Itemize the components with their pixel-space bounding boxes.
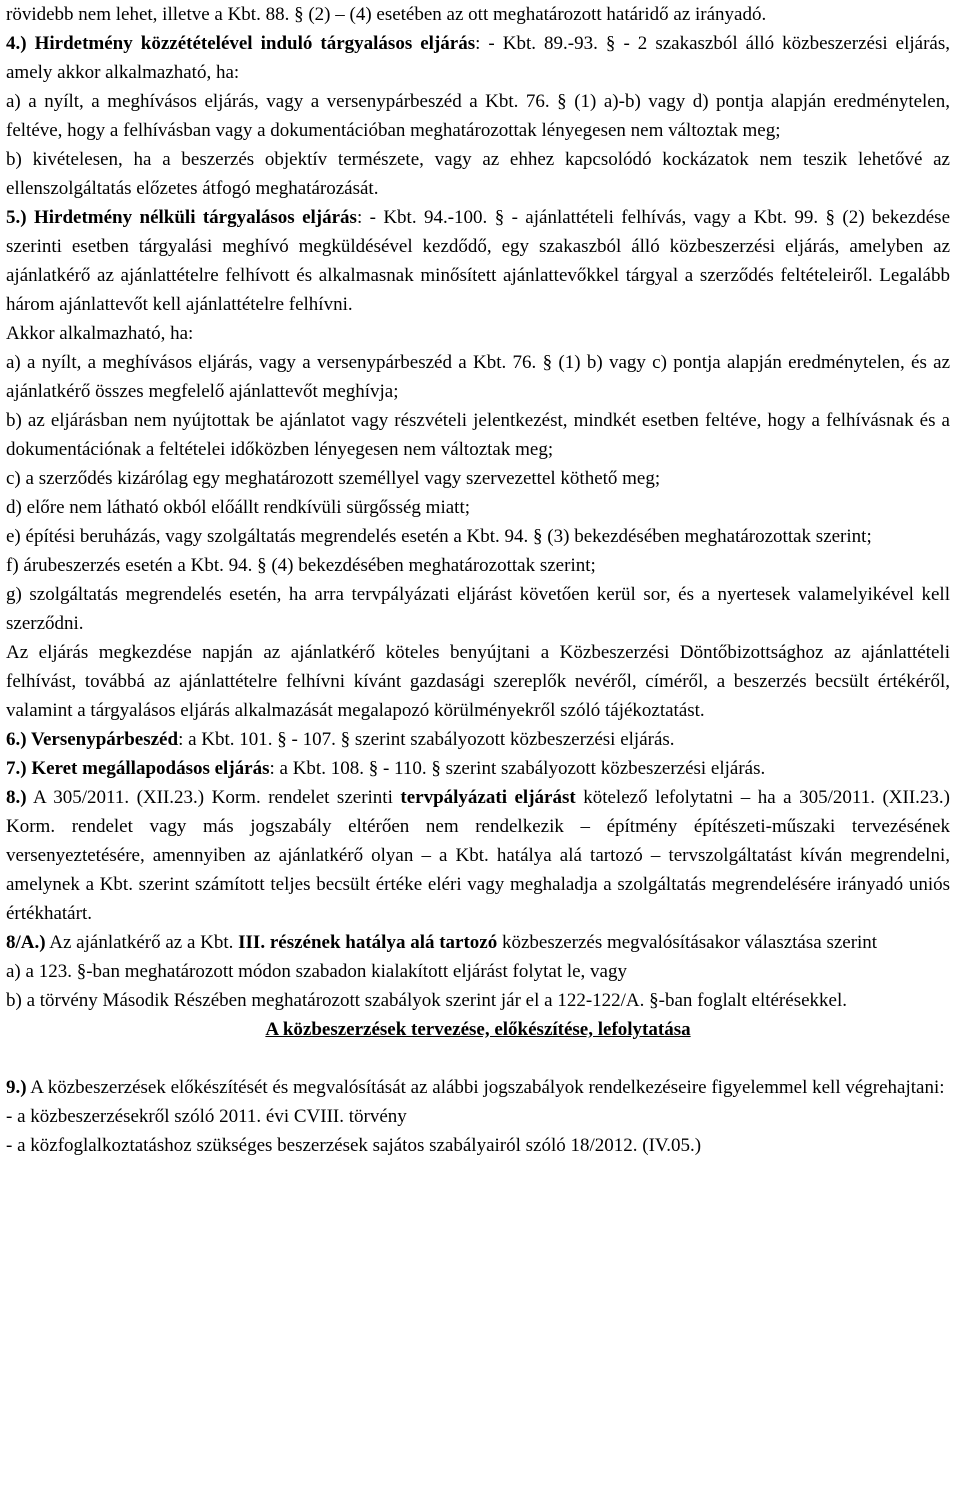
body-paragraph: [6, 522, 950, 551]
text-run: kötelező lefolytatni – ha a 305/2011. (XII.23.) Korm. rendelet vagy más jogszabály eltérően nem rendelkezik – építmény építészeti-műszaki tervezésének versenyeztetésére, amennyiben az ajánlatkérő olyan – a Kbt. hatálya alá tartozó – tervszolgáltatást kíván megrendelni, amelynek a Kbt. szerint számított teljes becsült értéke eléri vagy meghaladja a szolgáltatás megrendelésére irányadó uniós értékhatárt.: [6, 787, 950, 924]
body-paragraph: [6, 638, 950, 725]
bold-text: 4.) Hirdetmény közzétételével induló tárgyalásos eljárás: [6, 33, 476, 54]
text-run: : - Kbt. 94.-100. § - ajánlattételi felhívás, vagy a Kbt. 99. § (2) bekezdése szerinti esetben tárgyalási meghívó megküldésével kezdődő, egy szakaszból álló közbeszerzési eljárás, amelyben az ajánlatkérő az ajánlattételre felhívott és alkalmasnak minősített ajánlattevőkkel tárgyal a szerződés feltételeiről. Legalább három ajánlattevőt kell ajánlattételre felhívni.: [6, 207, 951, 315]
bold-text: 6.) Versenypárbeszéd: [6, 729, 179, 750]
body-paragraph: [6, 783, 950, 928]
text-run: : a Kbt. 108. § - 110. § szerint szabályozott közbeszerzési eljárás.: [269, 758, 766, 779]
text-run: : a Kbt. 101. § - 107. § szerint szabályozott közbeszerzési eljárás.: [178, 729, 675, 750]
document-body: [6, 0, 950, 1015]
body-paragraph: [6, 754, 950, 783]
bold-text: 9.): [6, 1077, 27, 1098]
text-run: Az ajánlatkérő az a Kbt.: [45, 932, 239, 953]
text-run: A közbeszerzések előkészítését és megvalósítását az alábbi jogszabályok rendelkezéseire figyelemmel kell végrehajtani:: [26, 1077, 945, 1098]
body-paragraph: [6, 725, 950, 754]
text-run: b) kivételesen, ha a beszerzés objektív természete, vagy az ehhez kapcsolódó kockázatok nem teszik lehetővé az ellenszolgáltatás előzetes átfogó meghatározását.: [6, 149, 950, 199]
bold-text: III. részének hatálya alá tartozó: [238, 932, 498, 953]
text-run: b) a törvény Második Részében meghatározott szabályok szerint jár el a 122-122/A. §-ban foglalt eltérésekkel.: [6, 990, 847, 1011]
text-run: A 305/2011. (XII.23.) Korm. rendelet szerinti: [26, 787, 401, 808]
text-run: c) a szerződés kizárólag egy meghatározott személlyel vagy szervezettel köthető meg;: [6, 468, 661, 489]
text-run: közbeszerzés megvalósításakor választása szerint: [497, 932, 878, 953]
list-item-paragraph: [6, 1131, 950, 1160]
text-run: Akkor alkalmazható, ha:: [6, 323, 194, 344]
list-item-paragraph: [6, 1102, 950, 1131]
text-run: b) az eljárásban nem nyújtottak be ajánlatot vagy részvételi jelentkezést, mindkét esetben feltéve, hogy a felhívásnak és a dokumentációnak a feltételei időközben lényegesen nem változtak meg;: [6, 410, 950, 460]
body-paragraph: [6, 464, 950, 493]
bold-text: 5.) Hirdetmény nélküli tárgyalásos eljárás: [6, 207, 357, 228]
body-paragraph: [6, 29, 950, 87]
bold-text: 8.): [6, 787, 27, 808]
body-paragraph: [6, 957, 950, 986]
body-paragraph: [6, 493, 950, 522]
bold-text: 8/A.): [6, 932, 46, 953]
text-run: g) szolgáltatás megrendelés esetén, ha arra tervpályázati eljárást követően kerül sor, és a nyertesek valamelyikével kell szerződni.: [6, 584, 950, 634]
bold-text: tervpályázati eljárást: [400, 787, 576, 808]
body-paragraph: [6, 145, 950, 203]
text-run: - a közbeszerzésekről szóló 2011. évi CVIII. törvény: [6, 1106, 407, 1127]
text-run: - a közfoglalkoztatáshoz szükséges beszerzések sajátos szabályairól szóló 18/2012. (IV.05.): [6, 1135, 702, 1156]
section-heading: A közbeszerzések tervezése, előkészítése, lefolytatása: [265, 1019, 691, 1040]
body-paragraph: [6, 203, 950, 319]
text-run: Az eljárás megkezdése napján az ajánlatkérő köteles benyújtani a Közbeszerzési Döntőbizottsághoz az ajánlattételi felhívást, továbbá az ajánlattételre felhívni kívánt gazdasági szereplők nevéről, címéről, a beszerzés becsült értékéről, valamint a tárgyalásos eljárás alkalmazását megalapozó körülményekről szóló tájékoztatást.: [6, 642, 950, 721]
body-paragraph: [6, 406, 950, 464]
document-body-continued: [6, 1073, 950, 1160]
text-run: e) építési beruházás, vagy szolgáltatás megrendelés esetén a Kbt. 94. § (3) bekezdésében meghatározottak szerint;: [6, 526, 872, 547]
text-run: a) a nyílt, a meghívásos eljárás, vagy a versenypárbeszéd a Kbt. 76. § (1) a)-b) vagy d) pontja alapján eredménytelen, feltéve, hogy a felhívásban vagy a dokumentációban meghatározottak lényegesen nem változtak meg;: [6, 91, 950, 141]
text-run: d) előre nem látható okból előállt rendkívüli sürgősség miatt;: [6, 497, 470, 518]
body-paragraph: [6, 551, 950, 580]
body-paragraph: [6, 580, 950, 638]
text-run: a) a nyílt, a meghívásos eljárás, vagy a versenypárbeszéd a Kbt. 76. § (1) b) vagy c) pontja alapján eredménytelen, és az ajánlatkérő összes megfelelő ajánlattevőt meghívja;: [6, 352, 950, 402]
text-run: rövidebb nem lehet, illetve a Kbt. 88. § (2) – (4) esetében az ott meghatározott határidő az irányadó.: [6, 4, 767, 25]
text-run: f) árubeszerzés esetén a Kbt. 94. § (4) bekezdésében meghatározottak szerint;: [6, 555, 596, 576]
bold-text: 7.) Keret megállapodásos eljárás: [6, 758, 270, 779]
body-paragraph: [6, 348, 950, 406]
body-paragraph: [6, 1073, 950, 1102]
body-paragraph: [6, 87, 950, 145]
text-run: a) a 123. §-ban meghatározott módon szabadon kialakított eljárást folytat le, vagy: [6, 961, 627, 982]
body-paragraph: [6, 319, 950, 348]
body-paragraph: [6, 928, 950, 957]
body-paragraph: [6, 0, 950, 29]
text-run: : - Kbt. 89.-93. § - 2 szakaszból álló közbeszerzési eljárás, amely akkor alkalmazható, ha:: [6, 33, 951, 83]
body-paragraph: [6, 986, 950, 1015]
